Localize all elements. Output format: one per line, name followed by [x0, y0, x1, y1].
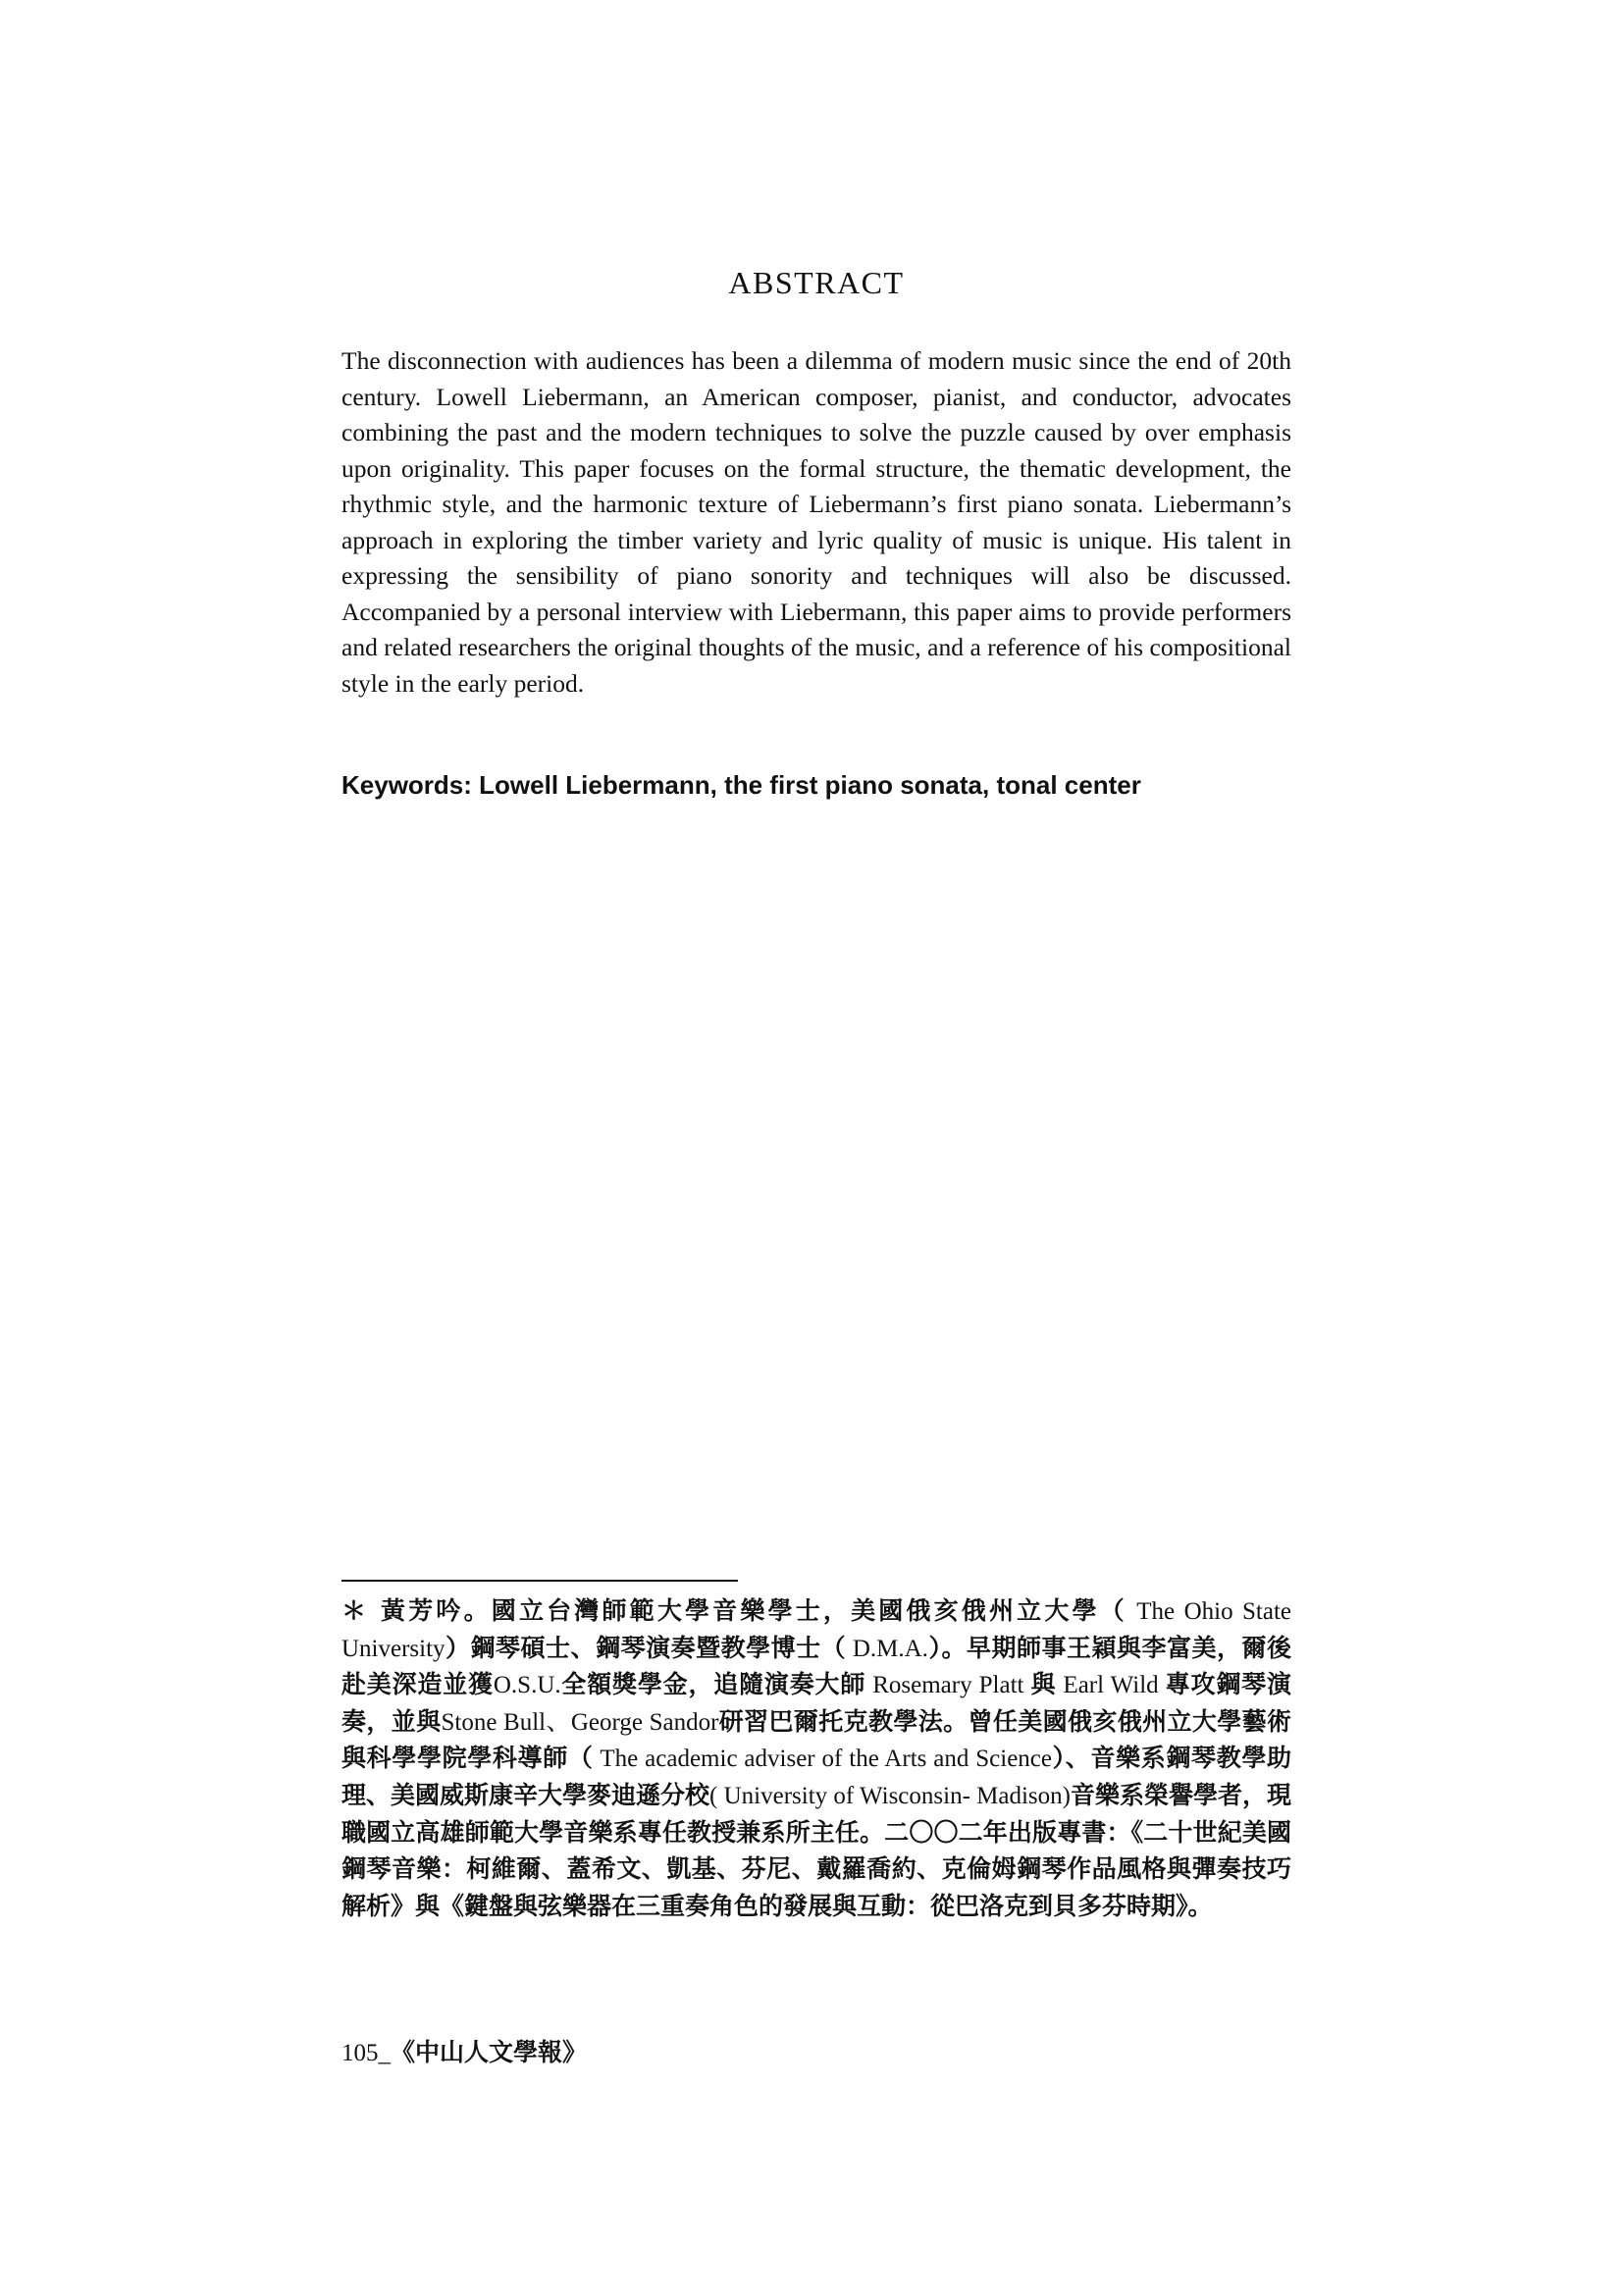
footnote-segment: Stone Bull、George Sandor	[441, 1708, 719, 1736]
footnote-segment: ）鋼琴碩士、鋼琴演奏暨教學博士（	[445, 1633, 847, 1662]
page-number: 105_	[341, 2040, 391, 2066]
footnote-segment: D.M.A.	[846, 1635, 928, 1662]
journal-title: 《中山人文學報》	[391, 2038, 588, 2066]
abstract-heading: ABSTRACT	[728, 265, 905, 300]
footnote-segment: ＊ 黃芳吟。國立台灣師範大學音樂學士，美國俄亥俄州立大學（	[341, 1596, 1127, 1625]
footnote-segment: Rosemary Platt	[865, 1672, 1031, 1699]
footnote-divider	[341, 1580, 738, 1582]
footnote-segment: O.S.U.	[493, 1672, 561, 1699]
footnote-segment: 研習巴爾托克教學法。曾任美國俄亥俄州立大學藝術與科學學院學科導師（	[341, 1706, 1291, 1773]
footnote-segment: 音樂系榮譽學者，現職國立高雄師範大學音樂系專任教授兼系所主任。二〇〇二年出版專書：《二十世紀美國鋼琴音樂：柯維爾、蓋希文、凱基、芬尼、戴羅喬約、克倫姆鋼琴作品風格與彈奏技巧解析》與《鍵盤與弦樂器在三重奏角色的發展與互動：從巴洛克到貝多芬時期》。	[341, 1780, 1291, 1920]
footnote-segment: 專攻鋼琴演奏，並與	[341, 1670, 1291, 1736]
keywords-line: Keywords: Lowell Liebermann, the first piano sonata, tonal center	[341, 770, 1141, 800]
footnote-segment: The Ohio State University	[341, 1598, 1291, 1662]
footnote-segment: ）。早期師事王穎與李富美，爾後赴美深造並獲	[341, 1633, 1291, 1699]
footnote-segment: The academic adviser of the Arts and Science	[593, 1746, 1052, 1773]
page-footer	[341, 2036, 587, 2070]
footnote-segment: ( University of Wisconsin- Madison)	[709, 1782, 1071, 1809]
footnote-segment: Earl Wild	[1056, 1672, 1166, 1699]
author-footnote	[341, 1593, 1291, 1925]
footnote-segment: 全額獎學金，追隨演奏大師	[560, 1670, 866, 1699]
abstract-body: The disconnection with audiences has been a dilemma of modern music since the end of 20th century. Lowell Liebermann, an American composer, pianist, and conductor, advocates combining the past and the modern techniques to solve the puzzle caused by over emphasis upon originality. This paper focuses on the formal structure, the thematic development, the rhythmic style, and the harmonic texture of Liebermann’s first piano sonata. Liebermann’s approach in exploring the timber variety and lyric quality of music is unique. His talent in expressing the sensibility of piano sonority and techniques will also be discussed. Accompanied by a personal interview with Liebermann, this paper aims to provide performers and related researchers the original thoughts of the music, and a reference of his compositional style in the early period.	[341, 346, 1291, 698]
footnote-segment: 與	[1030, 1670, 1057, 1699]
footnote-segment: ）、音樂系鋼琴教學助理、美國威斯康辛大學麥迪遜分校	[341, 1744, 1291, 1809]
